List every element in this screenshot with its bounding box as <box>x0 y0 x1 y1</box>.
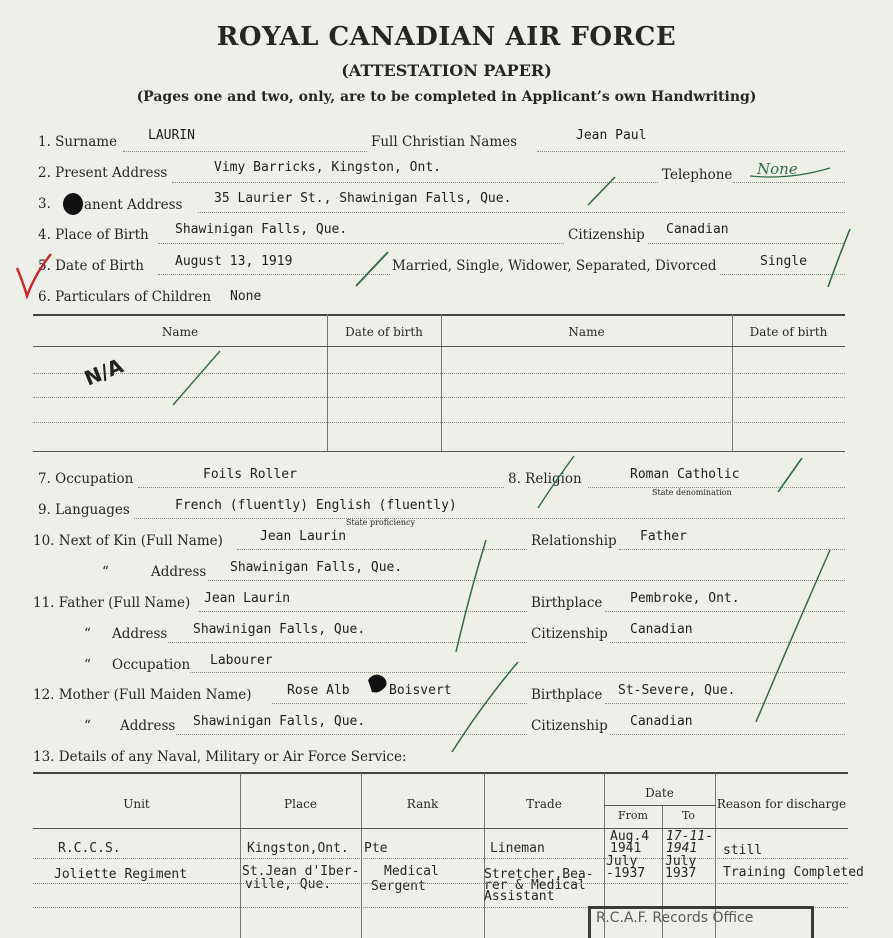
religion-hint: State denomination <box>652 488 732 497</box>
records-office-stamp-text: R.C.A.F. Records Office <box>596 910 754 926</box>
christian-names-label: Full Christian Names <box>371 134 518 150</box>
nok-address-quote: “ <box>102 564 109 580</box>
mother-citizenship-label: Citizenship <box>531 718 608 734</box>
service-row1-reason: still <box>723 843 763 858</box>
service-header-trade: Trade <box>526 797 562 811</box>
mother-address-value: Shawinigan Falls, Que. <box>193 714 366 729</box>
father-citizenship-label: Citizenship <box>531 626 608 642</box>
mother-citizenship-value: Canadian <box>630 714 693 729</box>
service-header-date: Date <box>645 786 674 800</box>
marital-status-label: Married, Single, Widower, Separated, Divorced <box>392 258 717 274</box>
date-of-birth-value: August 13, 1919 <box>175 254 293 269</box>
service-header-from: From <box>618 809 648 822</box>
place-of-birth-label: 4. Place of Birth <box>38 227 149 243</box>
place-of-birth-value: Shawinigan Falls, Que. <box>175 222 348 237</box>
father-occupation-value: Labourer <box>210 653 273 668</box>
children-value: None <box>230 289 262 304</box>
service-header-place: Place <box>284 797 317 811</box>
green-check-icon <box>173 351 220 405</box>
service-row1-place: Kingston,Ont. <box>247 841 349 856</box>
children-na-note: N/A <box>80 353 127 391</box>
service-row2-trade-1: Stretcher,Bea- <box>484 867 594 882</box>
mother-value-last: Boisvert <box>389 683 452 698</box>
father-birthplace-label: Birthplace <box>531 595 603 611</box>
green-check-icon <box>778 458 802 492</box>
father-occupation-quote: “ <box>84 657 91 673</box>
service-row1-unit: R.C.C.S. <box>58 841 121 856</box>
surname-label: 1. Surname <box>38 134 118 150</box>
religion-value: Roman Catholic <box>630 467 740 482</box>
mother-label: 12. Mother (Full Maiden Name) <box>33 687 252 703</box>
permanent-address-value: 35 Laurier St., Shawinigan Falls, Que. <box>214 191 512 206</box>
service-row2-place-1: St.Jean d'Iber- <box>242 864 360 879</box>
telephone-label: Telephone <box>662 167 733 183</box>
father-birthplace-value: Pembroke, Ont. <box>630 591 740 606</box>
marital-status-value: Single <box>760 254 807 269</box>
service-row1-trade: Lineman <box>490 841 545 856</box>
father-citizenship-value: Canadian <box>630 622 693 637</box>
service-header-unit: Unit <box>123 797 150 811</box>
ink-blot-icon <box>63 193 83 215</box>
next-of-kin-label: 10. Next of Kin (Full Name) <box>33 533 223 549</box>
present-address-value: Vimy Barricks, Kingston, Ont. <box>214 160 441 175</box>
service-header-rank: Rank <box>406 797 439 811</box>
mother-address-label: Address <box>120 718 176 734</box>
next-of-kin-value: Jean Laurin <box>260 529 347 544</box>
ink-blot-icon <box>368 675 387 693</box>
father-address-quote: “ <box>84 626 91 642</box>
form-title: ROYAL CANADIAN AIR FORCE <box>216 22 677 52</box>
green-check-icon <box>452 662 518 752</box>
relationship-label: Relationship <box>531 533 617 549</box>
green-check-icon <box>538 456 574 508</box>
mother-address-quote: “ <box>84 718 91 734</box>
date-of-birth-label: 5. Date of Birth <box>38 258 144 274</box>
father-label: 11. Father (Full Name) <box>33 595 191 611</box>
religion-label: 8. Religion <box>508 471 582 487</box>
service-row2-trade-2: rer & Medical <box>484 878 586 893</box>
christian-names-value: Jean Paul <box>576 128 647 143</box>
service-row2-to: July 1937 <box>665 854 697 881</box>
languages-hint: State proficiency <box>346 518 415 527</box>
mother-birthplace-value: St-Severe, Que. <box>618 683 736 698</box>
service-row2-reason: Training Completed <box>723 865 864 880</box>
children-header-dob-1: Date of birth <box>345 325 423 339</box>
service-row2-rank-2: Sergent <box>371 879 426 894</box>
service-row2-rank-1: Medical <box>384 864 439 879</box>
green-check-icon <box>356 252 388 286</box>
father-occupation-label: Occupation <box>112 657 191 673</box>
children-label: 6. Particulars of Children <box>38 289 212 305</box>
form-subtitle: (ATTESTATION PAPER) <box>341 61 552 80</box>
surname-value: LAURIN <box>148 128 195 143</box>
service-row1-to: 17-11- 1941 <box>666 829 713 856</box>
telephone-value: None <box>757 160 798 178</box>
permanent-address-number: 3. <box>38 196 51 212</box>
service-header-to: To <box>681 809 696 822</box>
service-label: 13. Details of any Naval, Military or Air Force Service: <box>33 749 407 765</box>
children-header-dob-2: Date of birth <box>749 325 828 339</box>
present-address-label: 2. Present Address <box>38 165 168 181</box>
father-address-value: Shawinigan Falls, Que. <box>193 622 366 637</box>
occupation-value: Foils Roller <box>203 467 297 482</box>
children-header-name-1: Name <box>161 325 199 339</box>
green-check-icon <box>828 229 850 287</box>
nok-address-value: Shawinigan Falls, Que. <box>230 560 403 575</box>
mother-value-first: Rose Alb <box>287 683 350 698</box>
green-underline-icon <box>750 168 830 177</box>
occupation-label: 7. Occupation <box>38 471 134 487</box>
nok-address-label: Address <box>151 564 207 580</box>
service-row2-trade-3: Assistant <box>484 889 555 904</box>
green-check-icon <box>456 540 486 652</box>
languages-value: French (fluently) English (fluently) <box>175 498 457 513</box>
mother-birthplace-label: Birthplace <box>531 687 603 703</box>
relationship-value: Father <box>640 529 687 544</box>
permanent-address-label: anent Address <box>84 197 183 213</box>
languages-label: 9. Languages <box>38 502 130 518</box>
service-row2-place-2: ville, Que. <box>245 877 332 892</box>
service-header-reason: Reason for discharge <box>716 797 847 811</box>
citizenship-value: Canadian <box>666 222 729 237</box>
form-instruction: (Pages one and two, only, are to be completed in Applicant’s own Handwriting) <box>136 89 757 105</box>
service-row2-from: July -1937 <box>606 854 646 881</box>
service-row2-unit: Joliette Regiment <box>54 867 188 882</box>
citizenship-label: Citizenship <box>568 227 645 243</box>
green-check-icon <box>588 177 615 205</box>
service-row1-from: Aug.4 1941 <box>610 829 650 856</box>
service-row1-rank: Pte <box>364 841 388 856</box>
red-check-icon <box>17 254 51 296</box>
children-header-name-2: Name <box>568 325 605 339</box>
father-value: Jean Laurin <box>204 591 291 606</box>
father-address-label: Address <box>112 626 168 642</box>
green-check-icon <box>756 550 830 722</box>
